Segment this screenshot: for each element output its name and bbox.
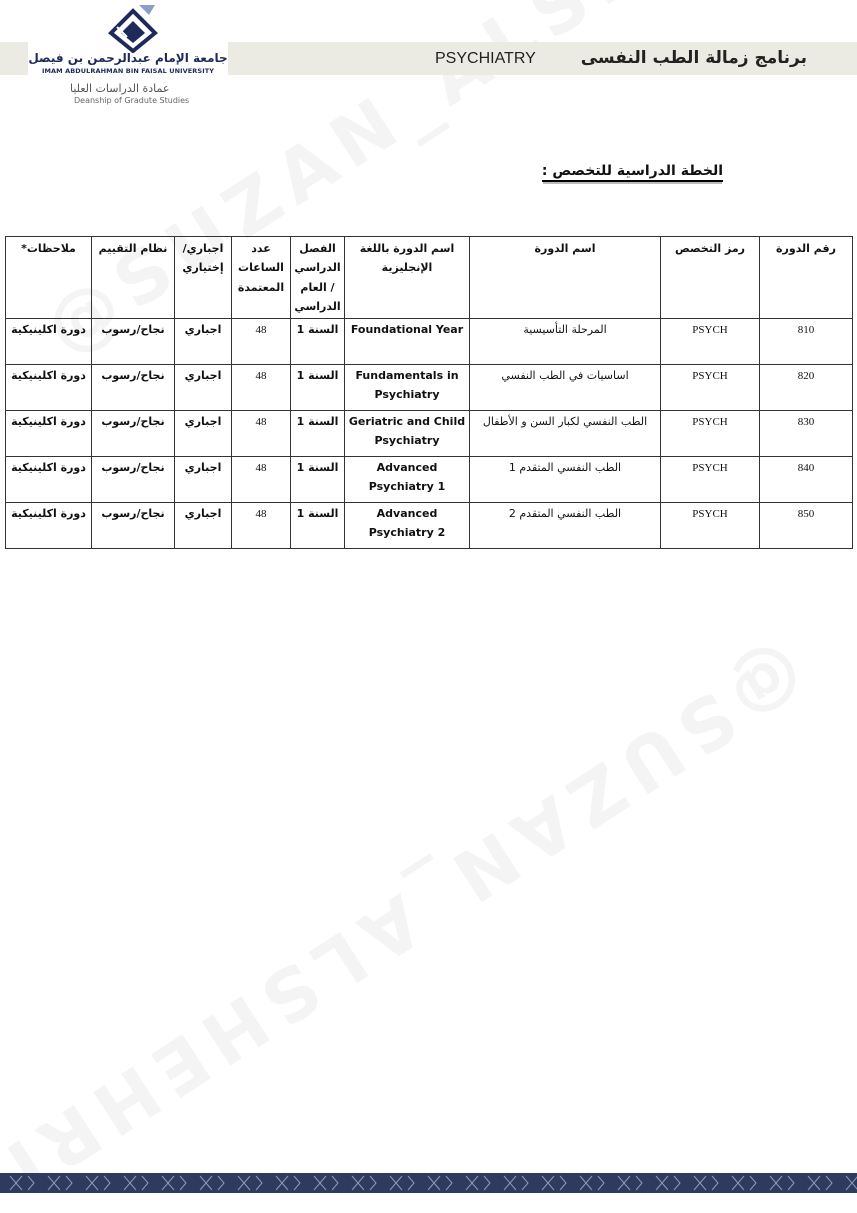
course-name-ar: اساسيات في الطب النفسي (470, 365, 661, 411)
course-code: PSYCH (661, 503, 760, 549)
table-row (6, 411, 853, 457)
study-plan-table (5, 236, 853, 549)
university-logo-block (28, 0, 228, 110)
course-notes: دورة اكلينيكية (6, 457, 92, 503)
course-name-ar: الطب النفسي المتقدم 2 (470, 503, 661, 549)
course-number: 820 (760, 365, 853, 411)
deanship-name-ar: عمادة الدراسات العليا (70, 82, 170, 95)
course-hours: 48 (232, 457, 291, 503)
course-name-ar: الطب النفسي المتقدم 1 (470, 457, 661, 503)
column-header: الفصل الدراسي / العام الدراسي (291, 237, 345, 319)
course-grading: نجاح/رسوب (92, 457, 175, 503)
table-row (6, 503, 853, 549)
course-name-en: Advanced Psychiatry 2 (345, 503, 470, 549)
course-term: السنة 1 (291, 319, 345, 365)
course-type: اجباري (175, 319, 232, 365)
footer-pattern-icon (0, 1173, 857, 1193)
course-notes: دورة اكلينيكية (6, 411, 92, 457)
deanship-name-en: Deanship of Gradute Studies (74, 96, 190, 105)
specialty-title: PSYCHIATRY (435, 50, 536, 67)
course-code: PSYCH (661, 457, 760, 503)
course-number: 810 (760, 319, 853, 365)
column-header: عدد الساعات المعتمدة (232, 237, 291, 319)
course-grading: نجاح/رسوب (92, 365, 175, 411)
course-number: 850 (760, 503, 853, 549)
course-name-en: Foundational Year (345, 319, 470, 365)
course-type: اجباري (175, 503, 232, 549)
course-notes: دورة اكلينيكية (6, 319, 92, 365)
course-hours: 48 (232, 365, 291, 411)
course-hours: 48 (232, 319, 291, 365)
course-name-ar: الطب النفسي لكبار السن و الأطفال (470, 411, 661, 457)
column-header: نظام التقييم (92, 237, 175, 319)
table-row (6, 365, 853, 411)
table-header-row (6, 237, 853, 319)
course-name-en: Geriatric and Child Psychiatry (345, 411, 470, 457)
column-header: اسم الدورة باللغة الإنجليزية (345, 237, 470, 319)
university-name-ar: جامعة الإمام عبدالرحمن بن فيصل (28, 51, 228, 65)
course-notes: دورة اكلينيكية (6, 365, 92, 411)
program-title: برنامج زمالة الطب النفسى (580, 48, 807, 68)
course-term: السنة 1 (291, 365, 345, 411)
watermark-bottom (0, 630, 820, 1213)
course-term: السنة 1 (291, 457, 345, 503)
column-header: اجباري/ إختياري (175, 237, 232, 319)
column-header: رمز التخصص (661, 237, 760, 319)
column-header: اسم الدورة (470, 237, 661, 319)
course-type: اجباري (175, 457, 232, 503)
university-logo-icon (103, 3, 163, 53)
plan-title: الخطة الدراسية للتخصص : (542, 163, 723, 182)
footer-band (0, 1173, 857, 1193)
course-term: السنة 1 (291, 411, 345, 457)
course-name-ar: المرحلة التأسيسية (470, 319, 661, 365)
course-notes: دورة اكلينيكية (6, 503, 92, 549)
course-grading: نجاح/رسوب (92, 319, 175, 365)
course-code: PSYCH (661, 365, 760, 411)
course-term: السنة 1 (291, 503, 345, 549)
course-type: اجباري (175, 411, 232, 457)
course-hours: 48 (232, 411, 291, 457)
course-number: 830 (760, 411, 853, 457)
table-row (6, 319, 853, 365)
course-name-en: Fundamentals in Psychiatry (345, 365, 470, 411)
column-header: ملاحظات* (6, 237, 92, 319)
course-number: 840 (760, 457, 853, 503)
course-type: اجباري (175, 365, 232, 411)
course-name-en: Advanced Psychiatry 1 (345, 457, 470, 503)
course-code: PSYCH (661, 411, 760, 457)
course-grading: نجاح/رسوب (92, 503, 175, 549)
course-hours: 48 (232, 503, 291, 549)
course-code: PSYCH (661, 319, 760, 365)
table-row (6, 457, 853, 503)
course-grading: نجاح/رسوب (92, 411, 175, 457)
university-name-en: IMAM ABDULRAHMAN BIN FAISAL UNIVERSITY (41, 67, 215, 75)
column-header: رقم الدورة (760, 237, 853, 319)
